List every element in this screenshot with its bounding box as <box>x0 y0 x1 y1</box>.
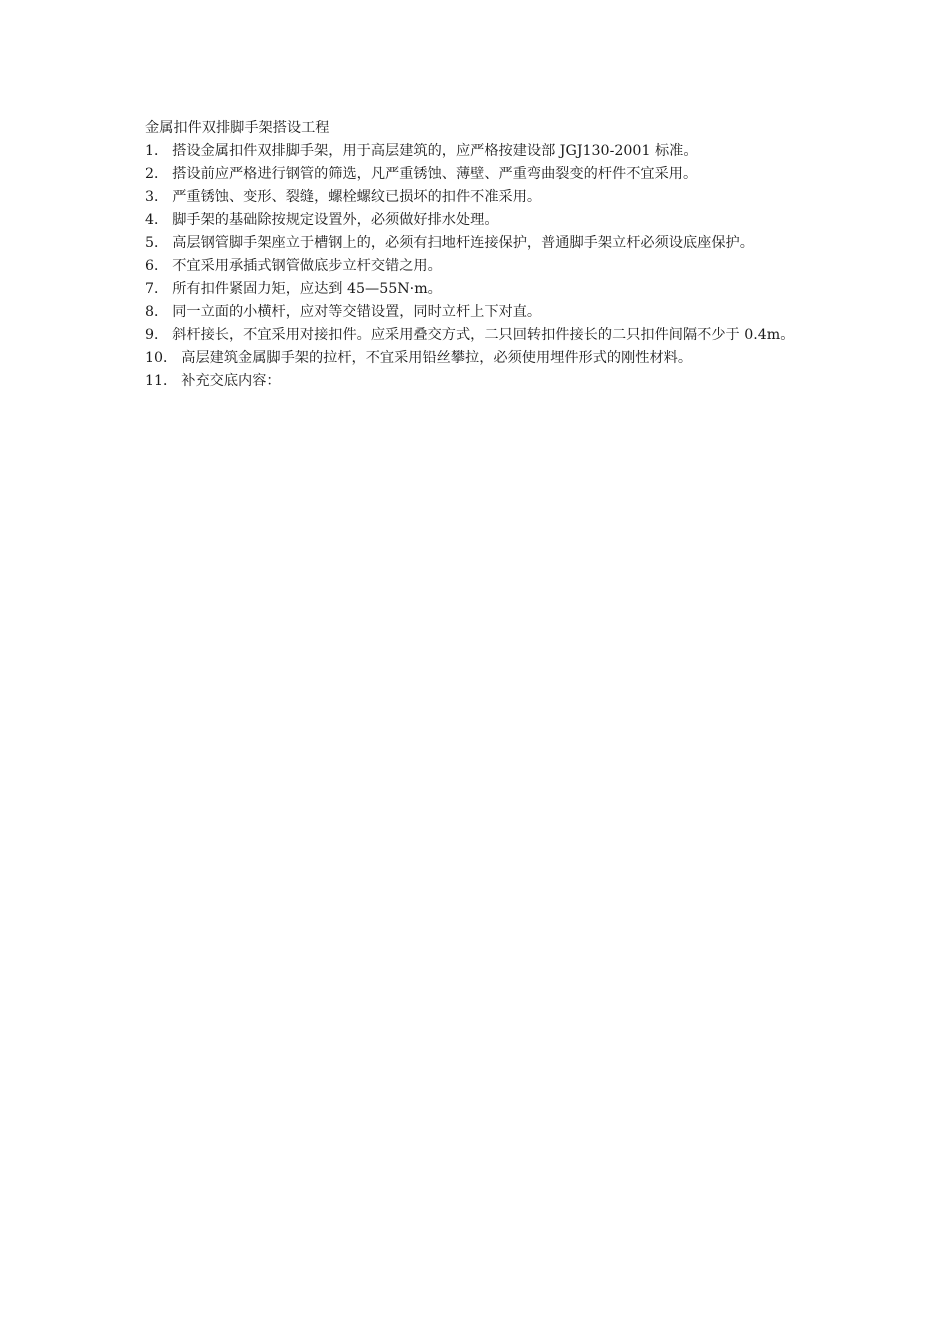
list-item <box>145 232 813 255</box>
item-text: 不宜采用承插式钢管做底步立杆交错之用。 <box>172 258 442 274</box>
item-text: 所有扣件紧固力矩，应达到 45—55N·m。 <box>172 281 442 297</box>
item-number: 7． <box>145 281 169 297</box>
item-number: 10． <box>145 350 178 366</box>
list-item <box>145 209 813 232</box>
document-body <box>145 117 813 393</box>
list-item <box>145 324 813 347</box>
list-item <box>145 255 813 278</box>
item-number: 3． <box>145 189 169 205</box>
item-number: 5． <box>145 235 169 251</box>
item-text: 搭设金属扣件双排脚手架，用于高层建筑的，应严格按建设部 JGJ130-2001 标准。 <box>172 143 698 159</box>
list-item <box>145 163 813 186</box>
item-text: 高层钢管脚手架座立于槽钢上的，必须有扫地杆连接保护，普通脚手架立杆必须设底座保护。 <box>172 235 754 251</box>
item-number: 8． <box>145 304 169 320</box>
item-text: 同一立面的小横杆，应对等交错设置，同时立杆上下对直。 <box>172 304 542 320</box>
item-text: 补充交底内容： <box>181 373 281 389</box>
item-text: 脚手架的基础除按规定设置外，必须做好排水处理。 <box>172 212 499 228</box>
item-number: 2． <box>145 166 169 182</box>
item-number: 6． <box>145 258 169 274</box>
item-number: 11． <box>145 373 178 389</box>
item-list <box>145 140 813 393</box>
item-number: 9． <box>145 327 169 343</box>
list-item <box>145 347 813 370</box>
item-text: 搭设前应严格进行钢管的筛选，凡严重锈蚀、薄壁、严重弯曲裂变的杆件不宜采用。 <box>172 166 698 182</box>
item-text: 高层建筑金属脚手架的拉杆，不宜采用铅丝攀拉，必须使用埋件形式的刚性材料。 <box>181 350 693 366</box>
document-title: 金属扣件双排脚手架搭设工程 <box>145 120 330 136</box>
list-item <box>145 370 813 393</box>
list-item <box>145 186 813 209</box>
item-number: 4． <box>145 212 169 228</box>
list-item <box>145 301 813 324</box>
item-text: 严重锈蚀、变形、裂缝，螺栓螺纹已损坏的扣件不准采用。 <box>172 189 542 205</box>
item-text: 斜杆接长，不宜采用对接扣件。应采用叠交方式，二只回转扣件接长的二只扣件间隔不少于 0.4m。 <box>172 327 795 343</box>
item-number: 1． <box>145 143 169 159</box>
list-item <box>145 140 813 163</box>
list-item <box>145 278 813 301</box>
